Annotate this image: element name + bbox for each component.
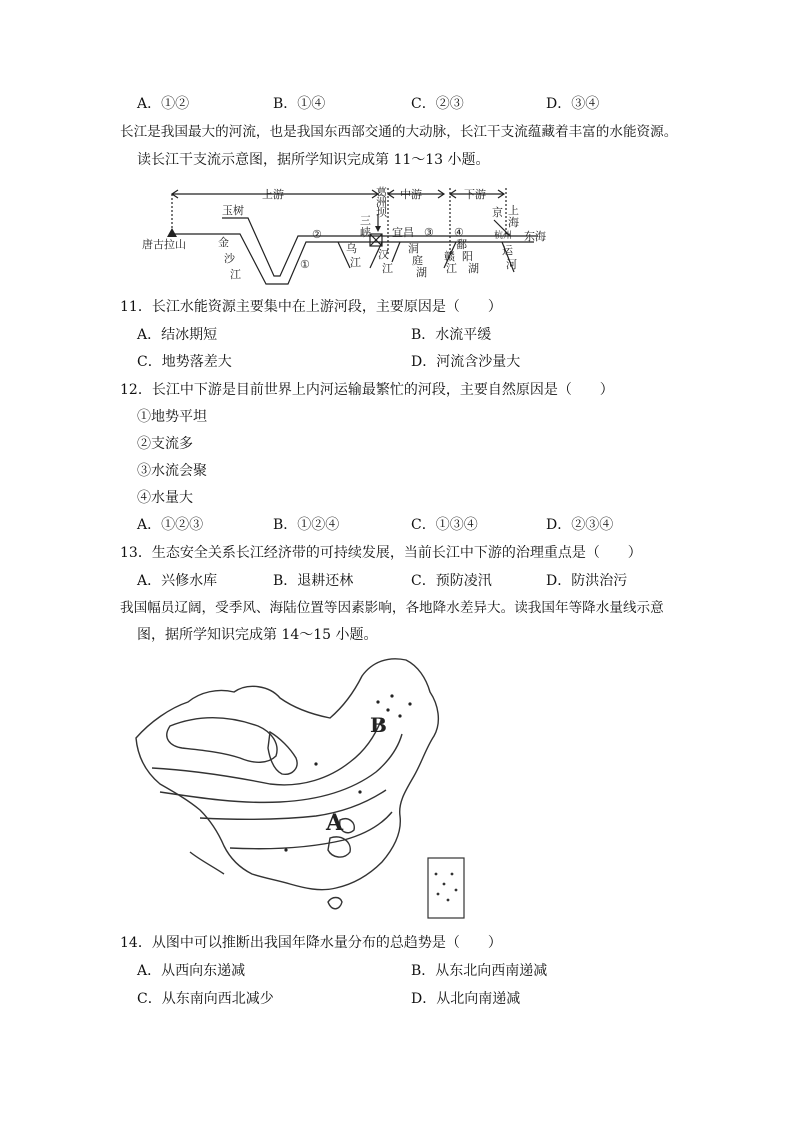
intro-precip-line2: 图，据所学知识完成第 14～15 小题。	[137, 627, 378, 643]
yushu-label: 玉树	[222, 204, 244, 217]
marker-2: ②	[312, 228, 322, 241]
lower-section-label: 下游	[464, 188, 486, 201]
q13-stem: 13．生态安全关系长江经济带的可持续发展，当前长江中下游的治理重点是（ ）	[120, 545, 642, 561]
east-sea-label: 东海	[524, 230, 546, 243]
svg-text:江: 江	[382, 262, 393, 275]
q11-option-a[interactable]: A．结冰期短	[137, 327, 218, 343]
svg-text:江: 江	[350, 256, 361, 269]
svg-text:金: 金	[218, 236, 229, 249]
svg-text:杭州: 杭州	[494, 231, 513, 241]
q14-option-c[interactable]: C．从东南向西北减少	[137, 991, 274, 1007]
south-china-sea-inset	[428, 858, 464, 918]
svg-text:阳: 阳	[462, 250, 473, 263]
q10-option-b[interactable]: B．①④	[273, 96, 326, 112]
svg-text:洞: 洞	[408, 242, 419, 255]
yangtze-river-diagram	[138, 180, 578, 290]
q12-item-4: ④水量大	[137, 490, 193, 506]
svg-text:汉: 汉	[378, 248, 389, 261]
svg-text:赣: 赣	[444, 250, 455, 263]
q12-item-2: ②支流多	[137, 436, 193, 452]
q12-item-1: ①地势平坦	[137, 409, 207, 425]
q12-option-a[interactable]: A．①②③	[137, 517, 204, 533]
mountain-triangle-icon	[167, 228, 177, 237]
q13-option-b[interactable]: B．退耕还林	[273, 573, 354, 589]
q14-stem: 14．从图中可以推断出我国年降水量分布的总趋势是（ ）	[120, 935, 502, 951]
intro-precip-line1: 我国幅员辽阔，受季风、海陆位置等因素影响，各地降水差异大。读我国年等降水量线示意	[120, 600, 664, 616]
svg-text:湖: 湖	[416, 266, 427, 279]
map-label-b: B	[370, 713, 387, 737]
marker-4: ④	[454, 226, 464, 239]
svg-text:乌: 乌	[346, 242, 357, 255]
svg-text:上: 上	[508, 204, 519, 217]
yichang-label: 宜昌	[392, 226, 414, 239]
q12-item-3: ③水流会聚	[137, 463, 207, 479]
q13-option-d[interactable]: D．防洪治污	[546, 573, 628, 589]
q11-stem: 11．长江水能资源主要集中在上游河段，主要原因是（ ）	[120, 299, 502, 315]
q11-option-d[interactable]: D．河流含沙量大	[411, 354, 521, 370]
source-label: 唐古拉山	[142, 238, 186, 251]
q12-stem: 12．长江中下游是目前世界上内河运输最繁忙的河段，主要自然原因是（ ）	[120, 382, 614, 398]
q14-option-b[interactable]: B．从东北向西南递减	[411, 963, 548, 979]
q11-option-b[interactable]: B．水流平缓	[411, 327, 492, 343]
svg-text:庭: 庭	[412, 254, 423, 267]
svg-text:沙: 沙	[224, 252, 235, 265]
q14-option-a[interactable]: A．从西向东递减	[137, 963, 246, 979]
q13-option-c[interactable]: C．预防凌汛	[411, 573, 492, 589]
upper-section-label: 上游	[262, 188, 284, 201]
q12-option-b[interactable]: B．①②④	[273, 517, 340, 533]
q12-option-c[interactable]: C．①③④	[411, 517, 478, 533]
q10-option-c[interactable]: C．②③	[411, 96, 464, 112]
svg-text:河: 河	[506, 258, 517, 271]
svg-text:洲: 洲	[376, 196, 387, 209]
intro-yangtze-line2: 读长江干支流示意图，据所学知识完成第 11～13 小题。	[137, 152, 490, 168]
q10-option-a[interactable]: A．①②	[137, 96, 190, 112]
svg-text:京: 京	[492, 206, 503, 219]
q12-option-d[interactable]: D．②③④	[546, 517, 614, 533]
middle-section-label: 中游	[400, 188, 422, 201]
svg-text:三: 三	[360, 214, 371, 227]
q13-option-a[interactable]: A．兴修水库	[137, 573, 218, 589]
q11-option-c[interactable]: C．地势落差大	[137, 354, 232, 370]
marker-3: ③	[424, 226, 434, 239]
svg-text:海: 海	[508, 216, 519, 229]
svg-text:坝: 坝	[376, 206, 387, 219]
svg-text:湖: 湖	[468, 262, 479, 275]
intro-yangtze-line1: 长江是我国最大的河流，也是我国东西部交通的大动脉，长江干支流蕴藏着丰富的水能资源。	[120, 124, 678, 140]
marker-1: ①	[300, 258, 310, 271]
svg-text:江: 江	[446, 262, 457, 275]
china-precipitation-map	[130, 652, 470, 924]
svg-text:江: 江	[230, 268, 241, 281]
map-label-a: A	[326, 810, 344, 836]
q10-option-d[interactable]: D．③④	[546, 96, 600, 112]
svg-text:鄱: 鄱	[456, 238, 467, 251]
svg-text:峡: 峡	[360, 226, 371, 239]
q14-option-d[interactable]: D．从北向南递减	[411, 991, 521, 1007]
svg-text:葛: 葛	[376, 186, 387, 199]
svg-text:运: 运	[502, 244, 513, 257]
